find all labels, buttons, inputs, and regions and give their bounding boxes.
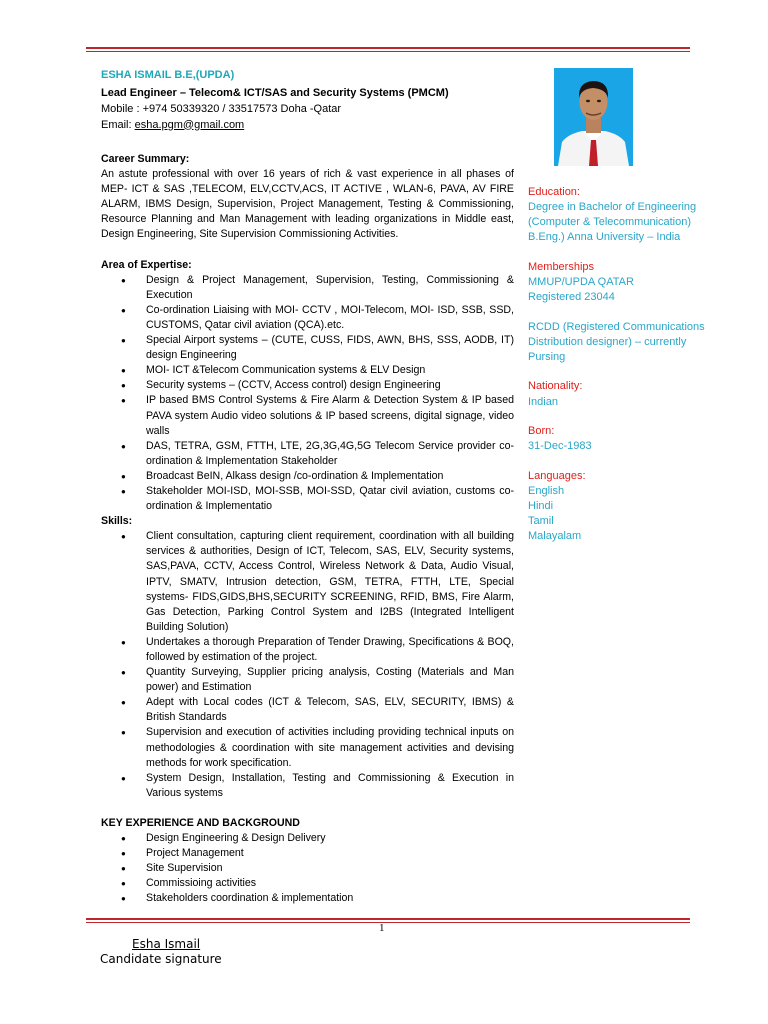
list-item: ● Undertakes a thorough Preparation of Tender Drawing, Specifications & BOQ, followed by estimation of the project. xyxy=(121,635,514,663)
born-value: 31-Dec-1983 xyxy=(528,440,592,453)
career-summary-heading: Career Summary: xyxy=(101,153,190,165)
education-line: (Computer & Telecommunication) xyxy=(528,216,692,229)
list-item: ● DAS, TETRA, GSM, FTTH, LTE, 2G,3G,4G,5G Telecom Service provider co-ordination & Implementation Stakeholder xyxy=(121,439,514,467)
list-item: ● Project Management xyxy=(121,847,244,860)
list-item: ● Adept with Local codes (ICT & Telecom, SAS, ELV, SECURITY, IBMS) & British Standards xyxy=(121,696,514,724)
list-item: ● Design & Project Management, Supervision, Testing, Commissioning & Execution xyxy=(121,273,514,301)
membership-line: MMUP/UPDA QATAR xyxy=(528,275,634,288)
signature-label: Candidate signature xyxy=(100,952,222,966)
list-item: ● Design Engineering & Design Delivery xyxy=(121,832,326,845)
career-summary-text: An astute professional with over 16 years of rich & vast experience in all phases of MEP- ICT & SAS ,TELECOM, ELV,CCTV,ACS, IT ACTIVE , WLAN-6, PAVA, AV FIRE ALARM, IBMS Design, Supervision, Project Management, Testing & Commissioning, Resource Planning and Man Management with leading organizations in Middle east, Design Engineering, Site Supervision Commissioning Activities. xyxy=(101,168,514,241)
job-title: Lead Engineer – Telecom& ICT/SAS and Security Systems (PMCM) xyxy=(101,86,449,99)
membership-line: Registered 23044 xyxy=(528,291,615,304)
skills-heading: Skills: xyxy=(101,515,133,528)
email-link[interactable]: esha.pgm@gmail.com xyxy=(134,118,245,131)
rcdd-line: Pursing xyxy=(528,350,566,363)
list-item: ● System Design, Installation, Testing and Commissioning & Execution in Various systems xyxy=(121,771,514,799)
experience-list xyxy=(101,831,514,906)
list-item: ● Stakeholders coordination & implementation xyxy=(121,892,354,905)
education-heading: Education: xyxy=(528,186,580,198)
nationality-value: Indian xyxy=(528,395,558,408)
candidate-name: ESHA ISMAIL B.E,(UPDA) xyxy=(101,69,235,81)
expertise-heading: Area of Expertise: xyxy=(101,258,192,271)
list-item: ● Special Airport systems – (CUTE, CUSS, FIDS, AWN, BHS, SSS, AODB, IT) design Engineering xyxy=(121,334,514,362)
rcdd-line: RCDD (Registered Communications xyxy=(528,320,705,333)
education-line: B.Eng.) Anna University – India xyxy=(528,231,681,244)
rcdd-line: Distribution designer) – currently xyxy=(528,335,687,348)
email-line xyxy=(101,118,521,133)
list-item: ● Co-ordination Liaising with MOI- CCTV , MOI-Telecom, MOI- ISD, SSB, SSD, CUSTOMS, Qatar civil aviation (QCA).etc. xyxy=(121,303,514,331)
language-item: Tamil xyxy=(528,515,554,528)
skills-list xyxy=(101,529,514,801)
education-line: Degree in Bachelor of Engineering xyxy=(528,201,697,214)
list-item: ● Stakeholder MOI-ISD, MOI-SSB, MOI-SSD, Qatar civil aviation, customs co-ordination & Implementatio xyxy=(121,484,514,513)
list-item: ● Commissioing activities xyxy=(121,877,257,890)
header xyxy=(101,68,521,133)
memberships-heading: Memberships xyxy=(528,260,595,273)
language-item: Hindi xyxy=(528,500,554,512)
list-item: ● Supervision and execution of activities including providing technical inputs on methodologies & coordination with site management activities and devising methods for work specification. xyxy=(121,726,514,769)
top-rule xyxy=(86,47,690,52)
page-number: 1 xyxy=(379,922,385,934)
sidebar xyxy=(528,185,718,544)
list-item: ● MOI- ICT &Telecom Communication systems & ELV Design xyxy=(121,364,426,377)
list-item: ● Quantity Surveying, Supplier pricing analysis, Costing (Materials and Man power) and Estimation xyxy=(121,666,514,694)
list-item: ● Broadcast BeIN, Alkass design /co-ordination & Implementation xyxy=(121,469,444,482)
language-item: English xyxy=(528,484,565,497)
signature-name: Esha Ismail xyxy=(132,937,201,951)
email-label: Email: xyxy=(101,118,135,131)
bottom-rule xyxy=(86,918,690,923)
languages-heading: Languages: xyxy=(528,469,586,482)
person-photo-icon xyxy=(554,68,633,166)
list-item: ● Site Supervision xyxy=(121,862,223,875)
nationality-heading: Nationality: xyxy=(528,380,583,393)
list-item: ● Client consultation, capturing client requirement, coordination with all building services & authorities, Design of ICT, Telecom, SAS, ELV, Security systems, SAS,PAVA, CCTV, Access Control, Wireless Network & Data, Audio Visual, IPTV, SMATV, Intrusion detection, GSM, TETRA, FTTH, LTE, Special systems- FIDS,GIDS,BHS,SECURITY SCREENING, RFID, BMS, Fire Alarm, Gas Detection, Parking Control System and I2BS (Integrated Intelligent Building Solution) xyxy=(121,530,514,633)
expertise-list xyxy=(101,273,514,515)
list-item: ● Security systems – (CCTV, Access control) design Engineering xyxy=(121,379,441,392)
language-item: Malayalam xyxy=(528,530,582,543)
list-item: ● IP based BMS Control Systems & Fire Alarm & Detection System & IP based PAVA system Audio video solutions & IP based screens, digital signage, video walls xyxy=(121,394,514,437)
experience-heading: KEY EXPERIENCE AND BACKGROUND xyxy=(101,816,300,829)
profile-photo xyxy=(554,68,633,166)
signature-block xyxy=(100,937,222,967)
main-column xyxy=(101,152,514,907)
mobile-line: Mobile : +974 50339320 / 33517573 Doha -Qatar xyxy=(101,103,342,115)
born-heading: Born: xyxy=(528,425,555,438)
